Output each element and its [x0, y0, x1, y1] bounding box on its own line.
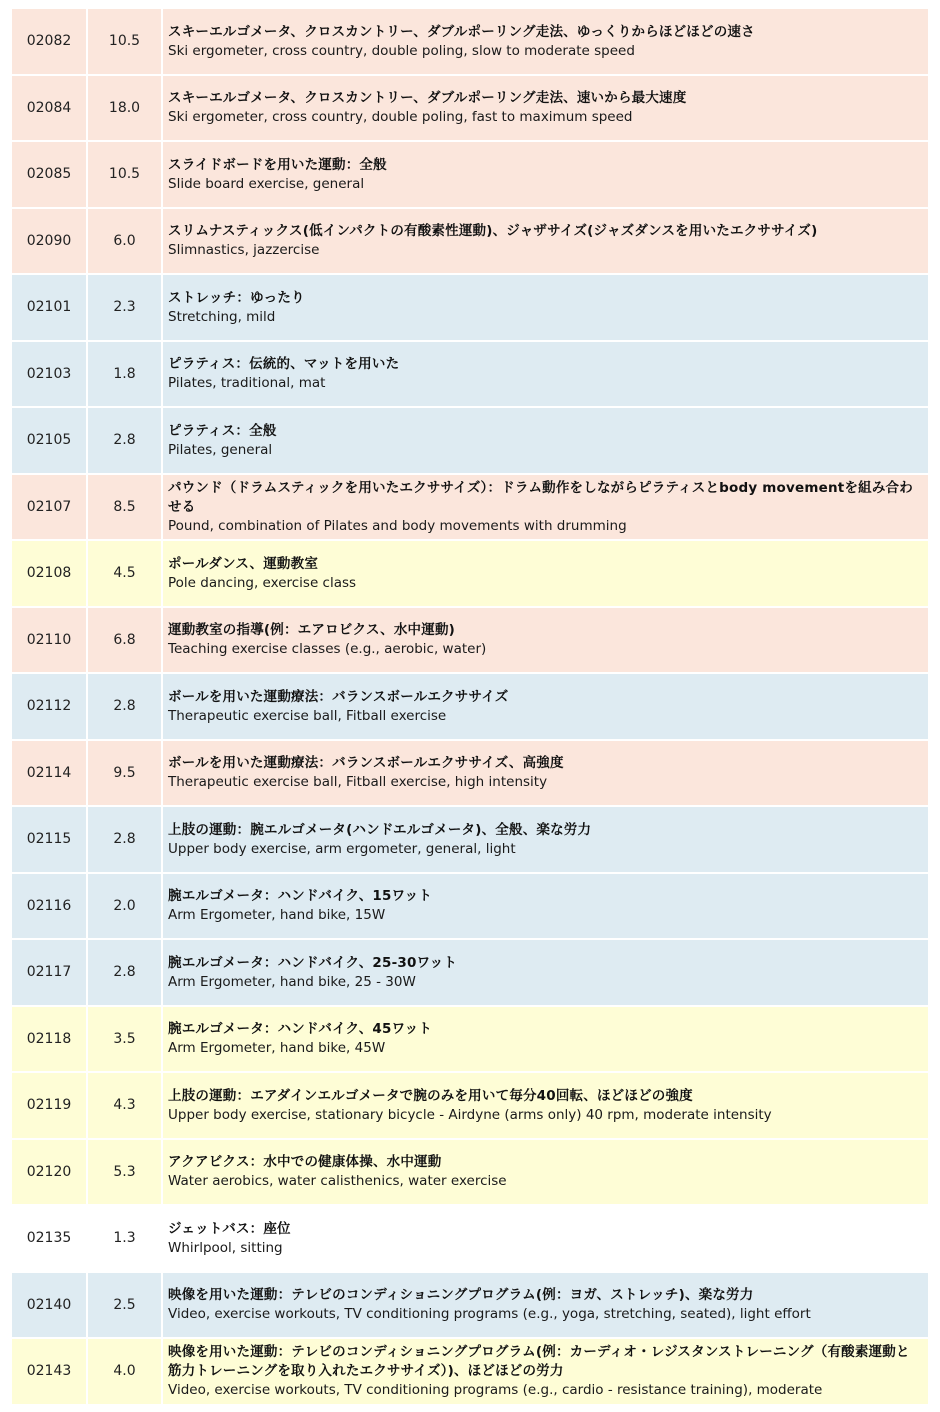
table-row [11, 407, 929, 474]
activity-description-cell [162, 873, 929, 940]
description-japanese: パウンド（ドラムスティックを用いたエクササイズ）：ドラム動作をしながらピラティスとbody movementを組み合わせる [168, 479, 913, 515]
mets-value-cell: 18.0 [87, 75, 162, 142]
mets-table-container [10, 7, 928, 1406]
description-japanese: 上肢の運動：エアダインエルゴメータで腕のみを用いて毎分40回転、ほどほどの強度 [168, 1087, 693, 1104]
description-japanese: 腕エルゴメータ：ハンドバイク、25-30ワット [168, 954, 458, 971]
activity-description-cell [162, 607, 929, 674]
description-english: Pilates, general [168, 441, 273, 458]
description-japanese: スライドボードを用いた運動：全般 [168, 156, 387, 173]
activity-description-cell [162, 1006, 929, 1073]
mets-value-cell: 2.5 [87, 1272, 162, 1339]
description-english: Therapeutic exercise ball, Fitball exercise [168, 707, 447, 724]
table-row [11, 873, 929, 940]
activity-description-cell [162, 806, 929, 873]
description-japanese: ピラティス：伝統的、マットを用いた [168, 356, 400, 373]
description-english: Video, exercise workouts, TV conditioning programs (e.g., yoga, stretching, seated), light effort [168, 1306, 811, 1323]
mets-value-cell: 6.0 [87, 208, 162, 275]
description-japanese: ストレッチ：ゆったり [168, 289, 305, 306]
description-english: Water aerobics, water calisthenics, water exercise [168, 1173, 507, 1190]
activity-code-cell: 02084 [11, 75, 87, 142]
activity-description-cell [162, 540, 929, 607]
table-row [11, 1272, 929, 1339]
description-japanese: スリムナスティックス(低インパクトの有酸素性運動)、ジャザサイズ(ジャズダンスを用いたエクササイズ) [168, 223, 818, 240]
mets-activity-table [10, 7, 930, 1406]
mets-value-cell: 1.3 [87, 1205, 162, 1272]
activity-code-cell: 02117 [11, 939, 87, 1006]
activity-code-cell: 02118 [11, 1006, 87, 1073]
activity-code-cell: 02115 [11, 806, 87, 873]
activity-code-cell: 02140 [11, 1272, 87, 1339]
activity-description-cell [162, 341, 929, 408]
activity-code-cell: 02114 [11, 740, 87, 807]
table-row [11, 1006, 929, 1073]
description-japanese: 腕エルゴメータ：ハンドバイク、15ワット [168, 888, 433, 905]
description-english: Ski ergometer, cross country, double poling, slow to moderate speed [168, 42, 635, 59]
table-row [11, 1205, 929, 1272]
description-english: Pole dancing, exercise class [168, 574, 357, 591]
activity-code-cell: 02116 [11, 873, 87, 940]
mets-value-cell: 4.0 [87, 1338, 162, 1405]
description-english: Slide board exercise, general [168, 175, 365, 192]
activity-code-cell: 02108 [11, 540, 87, 607]
table-row [11, 1139, 929, 1206]
activity-description-cell [162, 8, 929, 75]
table-row [11, 607, 929, 674]
activity-code-cell: 02135 [11, 1205, 87, 1272]
activity-description-cell [162, 1205, 929, 1272]
table-row [11, 1072, 929, 1139]
table-body [11, 8, 929, 1405]
mets-value-cell: 2.8 [87, 939, 162, 1006]
activity-description-cell [162, 141, 929, 208]
mets-value-cell: 1.8 [87, 341, 162, 408]
mets-value-cell: 2.0 [87, 873, 162, 940]
activity-code-cell: 02085 [11, 141, 87, 208]
activity-code-cell: 02143 [11, 1338, 87, 1405]
activity-code-cell: 02112 [11, 673, 87, 740]
mets-value-cell: 8.5 [87, 474, 162, 541]
table-row [11, 939, 929, 1006]
activity-description-cell [162, 274, 929, 341]
activity-description-cell [162, 208, 929, 275]
description-japanese: 映像を用いた運動：テレビのコンディショニングプログラム(例：ヨガ、ストレッチ)、楽な労力 [168, 1287, 754, 1304]
mets-value-cell: 4.3 [87, 1072, 162, 1139]
description-english: Arm Ergometer, hand bike, 25 - 30W [168, 973, 416, 990]
description-japanese: ピラティス：全般 [168, 422, 277, 439]
activity-description-cell [162, 1072, 929, 1139]
mets-value-cell: 2.3 [87, 274, 162, 341]
table-row [11, 208, 929, 275]
activity-description-cell [162, 407, 929, 474]
activity-code-cell: 02090 [11, 208, 87, 275]
description-english: Slimnastics, jazzercise [168, 242, 320, 259]
description-english: Whirlpool, sitting [168, 1239, 283, 1256]
activity-description-cell [162, 673, 929, 740]
table-row [11, 8, 929, 75]
table-row [11, 474, 929, 541]
table-row [11, 673, 929, 740]
description-japanese: スキーエルゴメータ、クロスカントリー、ダブルポーリング走法、ゆっくりからほどほどの速さ [168, 23, 755, 40]
mets-value-cell: 3.5 [87, 1006, 162, 1073]
mets-value-cell: 2.8 [87, 673, 162, 740]
description-english: Stretching, mild [168, 308, 276, 325]
description-english: Therapeutic exercise ball, Fitball exercise, high intensity [168, 774, 548, 791]
mets-value-cell: 2.8 [87, 407, 162, 474]
table-row [11, 141, 929, 208]
activity-description-cell [162, 75, 929, 142]
activity-code-cell: 02082 [11, 8, 87, 75]
activity-description-cell [162, 939, 929, 1006]
activity-code-cell: 02119 [11, 1072, 87, 1139]
activity-description-cell [162, 1338, 929, 1405]
description-japanese: ポールダンス、運動教室 [168, 555, 319, 572]
description-japanese: ボールを用いた運動療法：バランスボールエクササイズ [168, 688, 509, 705]
description-japanese: ジェットバス：座位 [168, 1220, 291, 1237]
table-row [11, 274, 929, 341]
mets-value-cell: 2.8 [87, 806, 162, 873]
description-english: Arm Ergometer, hand bike, 45W [168, 1040, 386, 1057]
description-english: Pilates, traditional, mat [168, 375, 326, 392]
mets-value-cell: 6.8 [87, 607, 162, 674]
description-english: Arm Ergometer, hand bike, 15W [168, 907, 386, 924]
description-english: Teaching exercise classes (e.g., aerobic, water) [168, 641, 487, 658]
description-japanese: 運動教室の指導(例：エアロビクス、水中運動) [168, 622, 456, 639]
activity-description-cell [162, 740, 929, 807]
table-row [11, 75, 929, 142]
description-english: Pound, combination of Pilates and body movements with drumming [168, 517, 627, 534]
description-japanese: ボールを用いた運動療法：バランスボールエクササイズ、高強度 [168, 755, 564, 772]
description-japanese: スキーエルゴメータ、クロスカントリー、ダブルポーリング走法、速いから最大速度 [168, 90, 687, 107]
description-japanese: アクアビクス：水中での健康体操、水中運動 [168, 1154, 442, 1171]
activity-code-cell: 02120 [11, 1139, 87, 1206]
description-english: Upper body exercise, stationary bicycle - Airdyne (arms only) 40 rpm, moderate intensity [168, 1106, 772, 1123]
activity-code-cell: 02101 [11, 274, 87, 341]
description-japanese: 上肢の運動：腕エルゴメータ(ハンドエルゴメータ)、全般、楽な労力 [168, 821, 592, 838]
mets-value-cell: 9.5 [87, 740, 162, 807]
mets-value-cell: 10.5 [87, 141, 162, 208]
mets-value-cell: 5.3 [87, 1139, 162, 1206]
activity-code-cell: 02110 [11, 607, 87, 674]
activity-description-cell [162, 1272, 929, 1339]
description-english: Video, exercise workouts, TV conditioning programs (e.g., cardio - resistance training), moderate [168, 1382, 823, 1399]
description-english: Ski ergometer, cross country, double poling, fast to maximum speed [168, 109, 633, 126]
table-row [11, 540, 929, 607]
activity-description-cell [162, 474, 929, 541]
table-row [11, 806, 929, 873]
table-row [11, 740, 929, 807]
activity-code-cell: 02103 [11, 341, 87, 408]
activity-code-cell: 02105 [11, 407, 87, 474]
mets-value-cell: 4.5 [87, 540, 162, 607]
activity-code-cell: 02107 [11, 474, 87, 541]
description-english: Upper body exercise, arm ergometer, general, light [168, 840, 516, 857]
table-row [11, 1338, 929, 1405]
description-japanese: 映像を用いた運動：テレビのコンディショニングプログラム(例：カーディオ・レジスタンストレーニング（有酸素運動と筋力トレーニングを取り入れたエクササイズ）)、ほどほどの労力 [168, 1344, 910, 1380]
activity-description-cell [162, 1139, 929, 1206]
table-row [11, 341, 929, 408]
mets-value-cell: 10.5 [87, 8, 162, 75]
description-japanese: 腕エルゴメータ：ハンドバイク、45ワット [168, 1021, 433, 1038]
